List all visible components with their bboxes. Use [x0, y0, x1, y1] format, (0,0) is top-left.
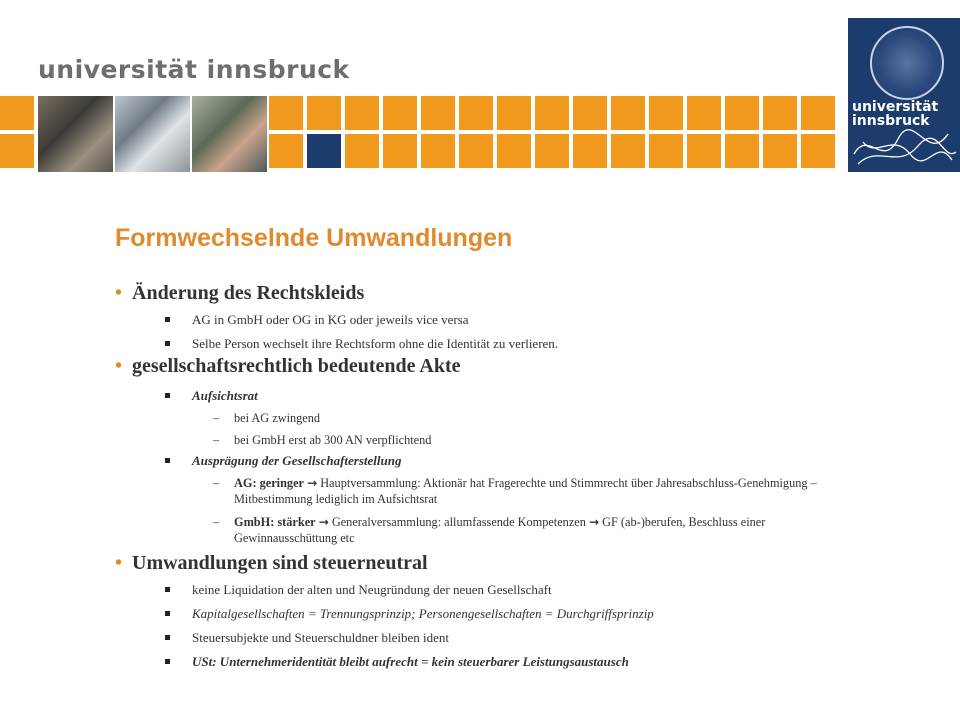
logo-text-line2: innsbruck: [852, 113, 930, 129]
building-photo: [38, 96, 113, 172]
university-seal-icon: [870, 26, 944, 100]
logo-text-line1: universität: [852, 99, 939, 115]
bullet-3-label: Umwandlungen sind steuerneutral: [132, 552, 428, 574]
arrow-right-icon: →: [307, 476, 318, 490]
brand-wordmark: universität innsbruck: [38, 55, 350, 84]
bullet-3: • Umwandlungen sind steuerneutral: [115, 552, 428, 574]
arrow-right-icon: →: [318, 515, 329, 529]
university-logo: [848, 18, 960, 172]
bullet-2: • gesellschaftsrechtlich bedeutende Akte: [115, 355, 461, 377]
slide-title: Formwechselnde Umwandlungen: [115, 224, 513, 252]
logo-scribble-icon: [848, 124, 960, 172]
bullet-2-label: gesellschaftsrechtlich bedeutende Akte: [132, 355, 461, 377]
bullet-1: • Änderung des Rechtskleids: [115, 282, 365, 304]
header-tile-banner: [0, 96, 845, 172]
bullet-1-label: Änderung des Rechtskleids: [132, 282, 365, 304]
lab-scientist-photo: [115, 96, 190, 172]
students-photo: [192, 96, 267, 172]
arrow-right-icon: →: [588, 515, 600, 529]
